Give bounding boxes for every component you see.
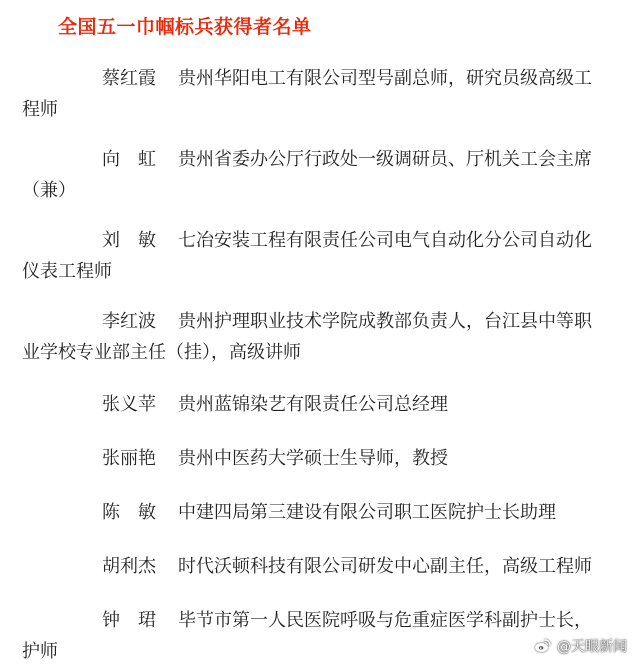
weibo-logo-icon bbox=[534, 637, 552, 655]
honoree-name: 李红波 bbox=[102, 311, 156, 332]
list-item bbox=[22, 306, 602, 368]
honoree-description: 贵州中医药大学硕士生导师，教授 bbox=[178, 448, 448, 469]
honoree-description: 贵州省委办公厅行政处一级调研员、厅机关工会主席（兼） bbox=[22, 149, 592, 201]
honoree-description: 中建四局第三建设有限公司职工医院护士长助理 bbox=[178, 502, 556, 523]
honoree-name: 陈 敏 bbox=[102, 502, 156, 523]
list-item bbox=[22, 389, 602, 420]
watermark bbox=[534, 636, 627, 656]
honoree-description: 贵州蓝锦染艺有限责任公司总经理 bbox=[178, 394, 448, 415]
page-title: 全国五一巾帼标兵获得者名单 bbox=[58, 16, 312, 38]
honoree-name: 蔡红霞 bbox=[102, 68, 156, 89]
honoree-name: 刘 敏 bbox=[102, 230, 156, 251]
list-item bbox=[22, 443, 602, 474]
honoree-description: 时代沃顿科技有限公司研发中心副主任，高级工程师 bbox=[178, 556, 592, 577]
list-item bbox=[22, 63, 602, 125]
list-item bbox=[22, 144, 602, 206]
honoree-name: 胡利杰 bbox=[102, 556, 156, 577]
list-item bbox=[22, 551, 602, 582]
honoree-description: 贵州护理职业技术学院成教部负责人，台江县中等职业学校专业部主任（挂），高级讲师 bbox=[22, 311, 592, 363]
list-item bbox=[22, 497, 602, 528]
honoree-name: 钟 珺 bbox=[102, 610, 156, 631]
list-item bbox=[22, 605, 602, 667]
watermark-text: @天眼新闻 bbox=[557, 639, 627, 655]
honoree-description: 七冶安装工程有限责任公司电气自动化分公司自动化仪表工程师 bbox=[22, 230, 592, 282]
honoree-name: 向 虹 bbox=[102, 149, 156, 170]
list-item bbox=[22, 225, 602, 287]
honoree-name: 张义苹 bbox=[102, 394, 156, 415]
honoree-name: 张丽艳 bbox=[102, 448, 156, 469]
honoree-description: 毕节市第一人民医院呼吸与危重症医学科副护士长，护师 bbox=[22, 610, 592, 662]
honoree-description: 贵州华阳电工有限公司型号副总师，研究员级高级工程师 bbox=[22, 68, 592, 120]
